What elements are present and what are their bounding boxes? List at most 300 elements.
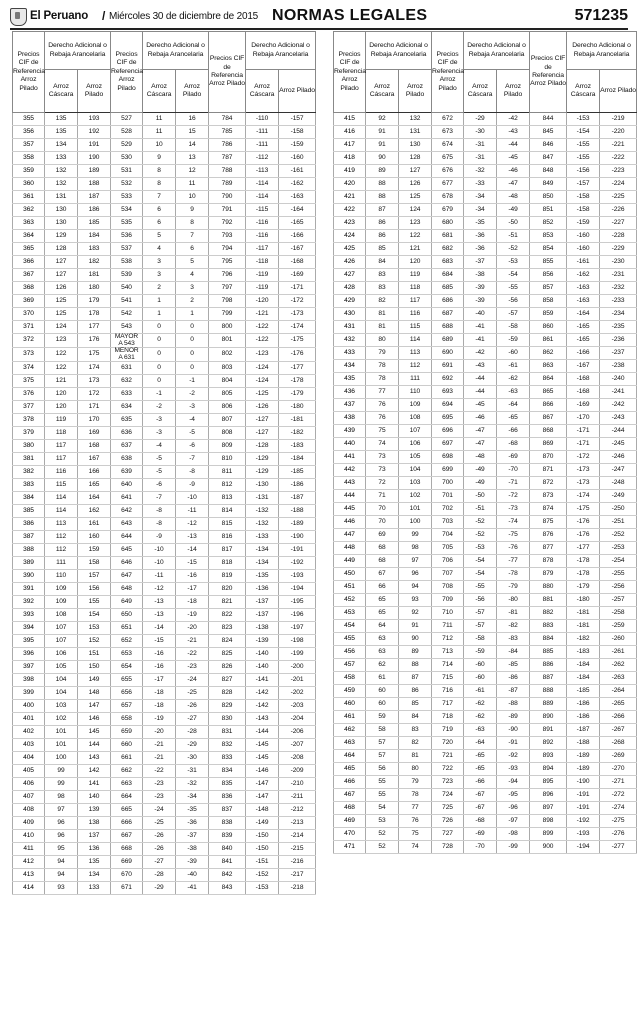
table-cell: 399 <box>13 687 45 700</box>
table-cell: 135 <box>45 113 78 126</box>
table-cell: 149 <box>78 674 111 687</box>
table-cell: -197 <box>279 622 316 635</box>
table-cell: -35 <box>176 804 209 817</box>
table-cell: -183 <box>279 440 316 453</box>
table-cell: 145 <box>78 726 111 739</box>
table-cell: 809 <box>209 440 246 453</box>
table-cell: 798 <box>209 295 246 308</box>
table-cell: -140 <box>246 648 279 661</box>
table-cell: 641 <box>111 492 143 505</box>
table-cell: 651 <box>111 622 143 635</box>
table-cell: 60 <box>366 685 399 698</box>
table-cell: 824 <box>209 635 246 648</box>
table-cell: -28 <box>143 869 176 882</box>
table-cell: -58 <box>464 633 497 646</box>
table-cell: 696 <box>432 425 464 438</box>
table-cell: 663 <box>111 778 143 791</box>
table-cell: -242 <box>600 399 637 412</box>
table-cell: 893 <box>530 750 567 763</box>
table-cell: 113 <box>45 518 78 531</box>
table-cell: 542 <box>111 308 143 321</box>
table-cell: 139 <box>78 804 111 817</box>
table-row <box>13 375 316 388</box>
table-cell: 469 <box>334 815 366 828</box>
table-cell: -39 <box>464 295 497 308</box>
table-cell: -158 <box>567 204 600 217</box>
table-cell: 401 <box>13 713 45 726</box>
table-cell: 659 <box>111 726 143 739</box>
table-cell: -35 <box>464 217 497 230</box>
table-cell: -39 <box>464 282 497 295</box>
table-cell: 73 <box>366 464 399 477</box>
table-cell: 365 <box>13 243 45 256</box>
table-cell: 858 <box>530 295 567 308</box>
table-cell: 428 <box>334 282 366 295</box>
table-cell: MAYOR A 543 <box>111 334 143 348</box>
table-row <box>334 256 637 269</box>
table-cell: 536 <box>111 230 143 243</box>
table-cell: -159 <box>279 139 316 152</box>
table-row <box>334 139 637 152</box>
table-cell: -29 <box>464 113 497 126</box>
table-cell: -45 <box>464 399 497 412</box>
table-cell: 87 <box>366 204 399 217</box>
table-cell: 849 <box>530 178 567 191</box>
table-cell: -171 <box>279 282 316 295</box>
table-cell: 699 <box>432 464 464 477</box>
table-cell: 361 <box>13 191 45 204</box>
table-cell: -192 <box>279 557 316 570</box>
table-cell: -40 <box>464 308 497 321</box>
table-cell: -259 <box>600 620 637 633</box>
table-row <box>334 360 637 373</box>
table-cell: -4 <box>176 414 209 427</box>
table-cell: 78 <box>399 789 432 802</box>
table-cell: 107 <box>45 635 78 648</box>
table-cell: -63 <box>464 724 497 737</box>
table-cell: -34 <box>464 191 497 204</box>
table-row <box>334 373 637 386</box>
table-cell: 660 <box>111 739 143 752</box>
table-cell: 188 <box>78 178 111 191</box>
table-cell: 451 <box>334 581 366 594</box>
table-cell: 645 <box>111 544 143 557</box>
table-cell: 88 <box>366 178 399 191</box>
table-cell: 843 <box>209 882 246 895</box>
table-cell: 640 <box>111 479 143 492</box>
table-cell: 814 <box>209 505 246 518</box>
table-cell: 52 <box>366 828 399 841</box>
table-cell: 105 <box>45 661 78 674</box>
table-row <box>334 789 637 802</box>
table-cell: -181 <box>279 414 316 427</box>
table-cell: -128 <box>246 440 279 453</box>
table-cell: -207 <box>279 739 316 752</box>
table-cell: 885 <box>530 646 567 659</box>
table-cell: 153 <box>78 622 111 635</box>
table-cell: -168 <box>567 373 600 386</box>
table-cell: -12 <box>176 518 209 531</box>
table-cell: 132 <box>45 165 78 178</box>
table-cell: 813 <box>209 492 246 505</box>
table-cell: -55 <box>497 282 530 295</box>
table-cell: 136 <box>78 843 111 856</box>
table-cell: -158 <box>567 191 600 204</box>
table-cell: 10 <box>143 139 176 152</box>
table-cell: -258 <box>600 607 637 620</box>
table-cell: -17 <box>176 583 209 596</box>
table-row <box>334 217 637 230</box>
table-cell: -68 <box>497 438 530 451</box>
table-cell: -268 <box>600 737 637 750</box>
table-row <box>13 401 316 414</box>
table-row <box>13 583 316 596</box>
table-cell: -38 <box>176 843 209 856</box>
table-row <box>334 178 637 191</box>
table-cell: 88 <box>399 659 432 672</box>
table-cell: 416 <box>334 126 366 139</box>
table-cell: 412 <box>13 856 45 869</box>
table-cell: 876 <box>530 529 567 542</box>
table-cell: 831 <box>209 726 246 739</box>
table-cell: -168 <box>567 386 600 399</box>
table-cell: 631 <box>111 362 143 375</box>
table-cell: 687 <box>432 308 464 321</box>
table-cell: -184 <box>567 659 600 672</box>
table-cell: -8 <box>176 466 209 479</box>
table-cell: -39 <box>176 856 209 869</box>
table-cell: 103 <box>45 700 78 713</box>
table-cell: -73 <box>497 503 530 516</box>
table-row <box>13 739 316 752</box>
table-cell: -47 <box>497 178 530 191</box>
table-cell: -33 <box>464 178 497 191</box>
table-cell: -68 <box>464 815 497 828</box>
table-cell: 403 <box>13 739 45 752</box>
table-cell: 449 <box>334 555 366 568</box>
table-cell: 7 <box>143 191 176 204</box>
table-cell: -93 <box>497 763 530 776</box>
table-cell: 444 <box>334 490 366 503</box>
table-row <box>13 570 316 583</box>
table-cell: 121 <box>45 375 78 388</box>
table-cell: -116 <box>246 217 279 230</box>
table-cell: -167 <box>279 243 316 256</box>
table-row <box>13 113 316 126</box>
table-cell: -75 <box>497 529 530 542</box>
table-cell: -67 <box>464 789 497 802</box>
table-cell: -277 <box>600 841 637 854</box>
table-cell: 158 <box>78 557 111 570</box>
table-cell: 795 <box>209 256 246 269</box>
header-arroz-pilado: Arroz Pilado <box>279 70 316 113</box>
table-cell: 79 <box>366 347 399 360</box>
table-cell: 125 <box>45 295 78 308</box>
table-cell: 695 <box>432 412 464 425</box>
table-cell: 784 <box>209 113 246 126</box>
table-cell: 533 <box>111 191 143 204</box>
table-cell: -183 <box>567 646 600 659</box>
table-cell: 117 <box>45 440 78 453</box>
table-cell: -194 <box>567 841 600 854</box>
table-cell: -178 <box>279 375 316 388</box>
table-cell: -53 <box>497 256 530 269</box>
table-cell: 115 <box>399 321 432 334</box>
header-separator: / <box>102 9 106 23</box>
table-cell: -184 <box>567 672 600 685</box>
table-cell: 646 <box>111 557 143 570</box>
table-cell: 98 <box>45 791 78 804</box>
table-cell: 12 <box>176 165 209 178</box>
table-cell: 142 <box>78 765 111 778</box>
table-cell: 384 <box>13 492 45 505</box>
table-cell: 363 <box>13 217 45 230</box>
table-cell: 100 <box>399 516 432 529</box>
table-cell: 68 <box>366 555 399 568</box>
table-cell: 109 <box>45 596 78 609</box>
table-cell: 708 <box>432 581 464 594</box>
table-cell: 537 <box>111 243 143 256</box>
table-cell: -189 <box>279 518 316 531</box>
table-cell: -186 <box>567 711 600 724</box>
table-cell: -202 <box>279 687 316 700</box>
table-row <box>13 778 316 791</box>
table-cell: -223 <box>600 165 637 178</box>
table-cell: -4 <box>143 440 176 453</box>
table-cell: -206 <box>279 726 316 739</box>
table-row <box>13 817 316 830</box>
table-cell: -172 <box>567 451 600 464</box>
table-cell: 722 <box>432 763 464 776</box>
table-cell: -116 <box>246 230 279 243</box>
table-cell: -163 <box>567 282 600 295</box>
table-cell: 665 <box>111 804 143 817</box>
table-cell: 59 <box>366 711 399 724</box>
table-cell: 882 <box>530 607 567 620</box>
table-cell: 714 <box>432 659 464 672</box>
table-row <box>334 828 637 841</box>
table-cell: 94 <box>45 869 78 882</box>
table-row <box>13 414 316 427</box>
table-cell: -26 <box>176 700 209 713</box>
table-cell: -190 <box>567 776 600 789</box>
table-cell: 140 <box>78 791 111 804</box>
table-row <box>334 399 637 412</box>
table-row <box>13 321 316 334</box>
table-cell: 791 <box>209 204 246 217</box>
table-cell: 61 <box>366 672 399 685</box>
table-cell: 841 <box>209 856 246 869</box>
table-cell: -187 <box>567 724 600 737</box>
table-cell: 144 <box>78 739 111 752</box>
table-cell: 850 <box>530 191 567 204</box>
table-body-left <box>13 113 316 895</box>
table-cell: -16 <box>143 648 176 661</box>
table-cell: -134 <box>246 557 279 570</box>
table-cell: -44 <box>497 139 530 152</box>
table-cell: 130 <box>45 217 78 230</box>
table-cell: -194 <box>279 583 316 596</box>
table-body-right <box>334 113 637 854</box>
table-cell: 0 <box>143 321 176 334</box>
table-cell: 655 <box>111 674 143 687</box>
table-cell: 815 <box>209 518 246 531</box>
table-cell: -71 <box>497 477 530 490</box>
table-cell: 803 <box>209 362 246 375</box>
table-row <box>334 425 637 438</box>
table-cell: -16 <box>143 661 176 674</box>
table-cell: 146 <box>78 713 111 726</box>
table-cell: -18 <box>143 700 176 713</box>
table-cell: -79 <box>497 581 530 594</box>
table-cell: -142 <box>246 687 279 700</box>
table-cell: -214 <box>279 830 316 843</box>
table-row <box>334 568 637 581</box>
table-cell: -77 <box>497 555 530 568</box>
table-cell: 528 <box>111 126 143 139</box>
table-cell: 128 <box>45 243 78 256</box>
table-cell: 460 <box>334 698 366 711</box>
table-cell: 867 <box>530 412 567 425</box>
table-cell: -209 <box>279 765 316 778</box>
table-cell: -8 <box>143 505 176 518</box>
table-row <box>13 882 316 895</box>
table-cell: 700 <box>432 477 464 490</box>
table-cell: 669 <box>111 856 143 869</box>
table-cell: -14 <box>176 544 209 557</box>
table-cell: 95 <box>45 843 78 856</box>
table-cell: 114 <box>45 505 78 518</box>
table-cell: 137 <box>78 830 111 843</box>
table-cell: 432 <box>334 334 366 347</box>
table-cell: 633 <box>111 388 143 401</box>
table-cell: 703 <box>432 516 464 529</box>
table-cell: 76 <box>366 399 399 412</box>
table-cell: -174 <box>567 490 600 503</box>
table-cell: -74 <box>497 516 530 529</box>
table-cell: 435 <box>334 373 366 386</box>
table-cell: 104 <box>45 674 78 687</box>
table-cell: -28 <box>176 726 209 739</box>
table-cell: 369 <box>13 295 45 308</box>
table-cell: 654 <box>111 661 143 674</box>
table-cell: 721 <box>432 750 464 763</box>
table-cell: 388 <box>13 544 45 557</box>
table-cell: -45 <box>497 152 530 165</box>
table-row <box>334 581 637 594</box>
table-cell: -44 <box>464 386 497 399</box>
table-cell: 4 <box>143 243 176 256</box>
table-cell: -55 <box>464 581 497 594</box>
table-cell: 107 <box>45 622 78 635</box>
table-cell: 5 <box>143 230 176 243</box>
table-cell: 83 <box>366 282 399 295</box>
table-cell: -29 <box>143 882 176 895</box>
table-cell: 415 <box>334 113 366 126</box>
table-cell: -269 <box>600 750 637 763</box>
table-cell: -26 <box>143 843 176 856</box>
table-cell: -48 <box>497 191 530 204</box>
table-cell: 668 <box>111 843 143 856</box>
table-cell: -65 <box>464 763 497 776</box>
table-cell: -18 <box>176 596 209 609</box>
table-cell: 463 <box>334 737 366 750</box>
table-cell: 58 <box>366 724 399 737</box>
table-cell: 74 <box>366 438 399 451</box>
table-cell: -166 <box>567 347 600 360</box>
table-cell: 112 <box>45 531 78 544</box>
table-cell: -124 <box>246 362 279 375</box>
table-cell: 161 <box>78 518 111 531</box>
table-row <box>13 334 316 348</box>
table-row <box>13 635 316 648</box>
table-cell: 833 <box>209 752 246 765</box>
table-cell: -176 <box>279 348 316 362</box>
table-cell: -187 <box>279 492 316 505</box>
table-cell: -145 <box>246 752 279 765</box>
table-cell: 844 <box>530 113 567 126</box>
header-arroz-cascara: Arroz Cáscara <box>246 70 279 113</box>
table-cell: 1 <box>143 295 176 308</box>
table-cell: 81 <box>366 321 399 334</box>
table-cell: 852 <box>530 217 567 230</box>
table-cell: 808 <box>209 427 246 440</box>
table-cell: 179 <box>78 295 111 308</box>
table-cell: 718 <box>432 711 464 724</box>
table-cell: 845 <box>530 126 567 139</box>
table-cell: 87 <box>399 672 432 685</box>
table-cell: 453 <box>334 607 366 620</box>
page-number: 571235 <box>574 7 628 24</box>
table-cell: -204 <box>279 713 316 726</box>
table-cell: -142 <box>246 700 279 713</box>
table-cell: 710 <box>432 607 464 620</box>
table-cell: 373 <box>13 348 45 362</box>
table-cell: -178 <box>567 555 600 568</box>
tariff-table-left <box>12 31 316 895</box>
table-cell: 812 <box>209 479 246 492</box>
table-cell: -57 <box>464 620 497 633</box>
table-cell: 391 <box>13 583 45 596</box>
table-cell: 467 <box>334 789 366 802</box>
table-cell: 175 <box>78 348 111 362</box>
table-cell: 390 <box>13 570 45 583</box>
table-cell: -49 <box>497 204 530 217</box>
table-cell: 827 <box>209 674 246 687</box>
table-row <box>334 464 637 477</box>
table-cell: -20 <box>176 622 209 635</box>
table-cell: 794 <box>209 243 246 256</box>
table-cell: -245 <box>600 438 637 451</box>
table-cell: -193 <box>567 828 600 841</box>
table-cell: 10 <box>176 191 209 204</box>
table-cell: 3 <box>176 282 209 295</box>
table-cell: -225 <box>600 191 637 204</box>
table-cell: -63 <box>497 386 530 399</box>
table-row <box>13 869 316 882</box>
table-cell: 409 <box>13 817 45 830</box>
table-cell: 80 <box>366 334 399 347</box>
table-cell: -70 <box>464 841 497 854</box>
table-row <box>13 596 316 609</box>
table-cell: 116 <box>399 308 432 321</box>
table-cell: 405 <box>13 765 45 778</box>
table-cell: 785 <box>209 126 246 139</box>
table-cell: 102 <box>399 490 432 503</box>
table-cell: 90 <box>366 152 399 165</box>
table-cell: -10 <box>176 492 209 505</box>
table-cell: 96 <box>399 568 432 581</box>
